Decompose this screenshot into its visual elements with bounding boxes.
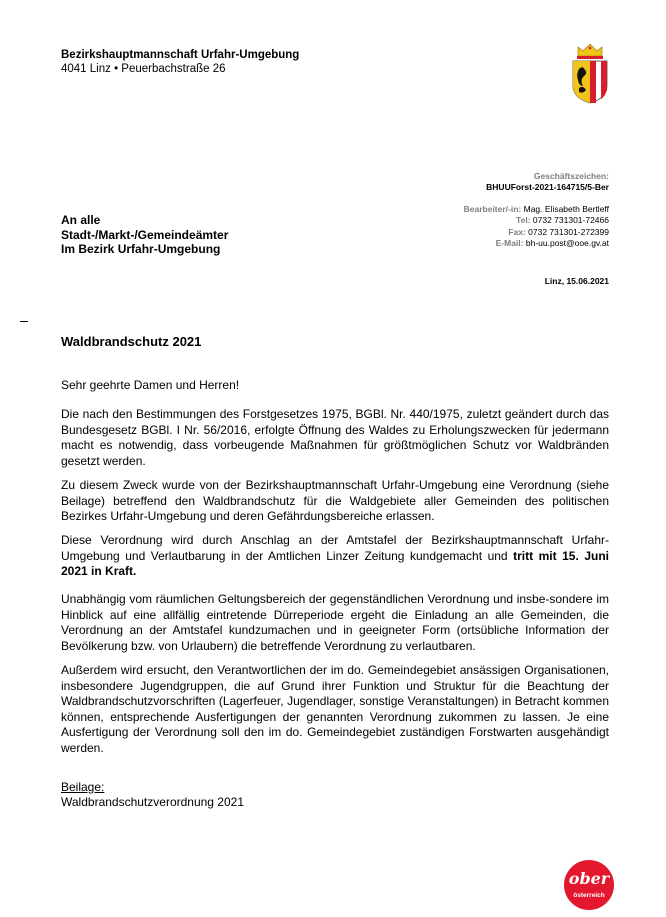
recipient-line: An alle	[61, 213, 101, 227]
organization-address: 4041 Linz • Peuerbachstraße 26	[61, 63, 226, 75]
contact-block	[464, 204, 609, 249]
contact-editor: Bearbeiter/-in: Mag. Elisabeth Bertleff	[463, 204, 609, 214]
attachment-item: Waldbrandschutzverordnung 2021	[61, 795, 245, 809]
logo-subtext: österreich	[573, 892, 605, 899]
organization-name: Bezirkshauptmannschaft Urfahr-Umgebung	[61, 49, 300, 61]
paragraph-1: Die nach den Bestimmungen des Forstgesetzes 1975, BGBl. Nr. 440/1975, zuletzt geändert durch das Bundesgesetz BGBl. I Nr. 56/2016, erfolgte Öffnung des Waldes zu Erholungszwecken für jedermann macht es notwendig, dass vorbeugende Maßnahmen für größtmöglichen Schutz vor Waldbränden gesetzt werden.	[61, 407, 609, 468]
paragraph-3: Diese Verordnung wird durch Anschlag an der Amtstafel der Bezirkshauptmannschaft Urfahr-Umgebung und Verlautbarung in der Amtlichen Linzer Zeitung kundgemacht und tritt mit 15. Juni 2021 in Kraft.	[61, 533, 610, 579]
reference-label: Geschäftszeichen:	[533, 171, 609, 181]
logo-text: ober	[568, 869, 610, 888]
letter-date: Linz, 15.06.2021	[544, 276, 609, 286]
attachment-label: Beilage:	[61, 780, 105, 794]
salutation: Sehr geehrte Damen und Herren!	[61, 378, 240, 392]
recipient-line: Im Bezirk Urfahr-Umgebung	[61, 242, 221, 256]
oberoesterreich-logo	[564, 860, 614, 910]
paragraph-5: Außerdem wird ersucht, den Verantwortlichen der im do. Gemeindegebiet ansässigen Organisationen, insbesondere Jugendgruppen, die auf Grund ihrer Funktion und Struktur für die Beachtung der Waldbrandschutzvorschriften (Lagerfeuer, Jugendlager, sonstige Veranstaltungen) in Betracht kommen können, entsprechende Ausfertigungen der genannten Verordnung zukommen zu lassen. Je eine Ausfertigung der Verordnung soll den im do. Gemeindegebiet zuständigen Forstwarten ausgehändigt werden.	[61, 663, 609, 755]
paragraph-2: Zu diesem Zweck wurde von der Bezirkshauptmannschaft Urfahr-Umgebung eine Verordnung (siehe Beilage) betreffend den Waldbrandschutz für die Waldgebiete aller Gemeinden des politischen Bezirkes Urfahr-Umgebung und deren Gefährdungsbereiche erlassen.	[61, 478, 609, 524]
contact-fax: Fax: 0732 731301-272399	[508, 226, 609, 237]
fold-mark	[20, 321, 28, 322]
paragraph-4: Unabhängig vom räumlichen Geltungsbereich der gegenständlichen Verordnung und insbe-sondere im Hinblick auf eine allfällig eintretende Dürreperiode ergeht die Einladung an alle Gemeinden, die Verordnung an der Amtstafel kundzumachen und in geeigneter Form (ortsübliche Information der Bevölkerung bzw. von Urlaubern) die betreffende Verordnung zu verlautbaren.	[61, 592, 609, 653]
recipient-line: Stadt-/Markt-/Gemeindeämter	[61, 227, 229, 242]
coat-of-arms-icon	[571, 42, 609, 104]
contact-phone: Tel: 0732 731301-72466	[516, 215, 609, 226]
recipient-address	[61, 213, 228, 257]
letter-subject: Waldbrandschutz 2021	[61, 334, 202, 349]
contact-email: E-Mail: bh-uu.post@ooe.gv.at	[495, 237, 609, 248]
effective-date-highlight: tritt mit 15. Juni 2021 in Kraft.	[61, 548, 610, 579]
reference-number: BHUUForst-2021-164715/5-Ber	[486, 182, 609, 192]
